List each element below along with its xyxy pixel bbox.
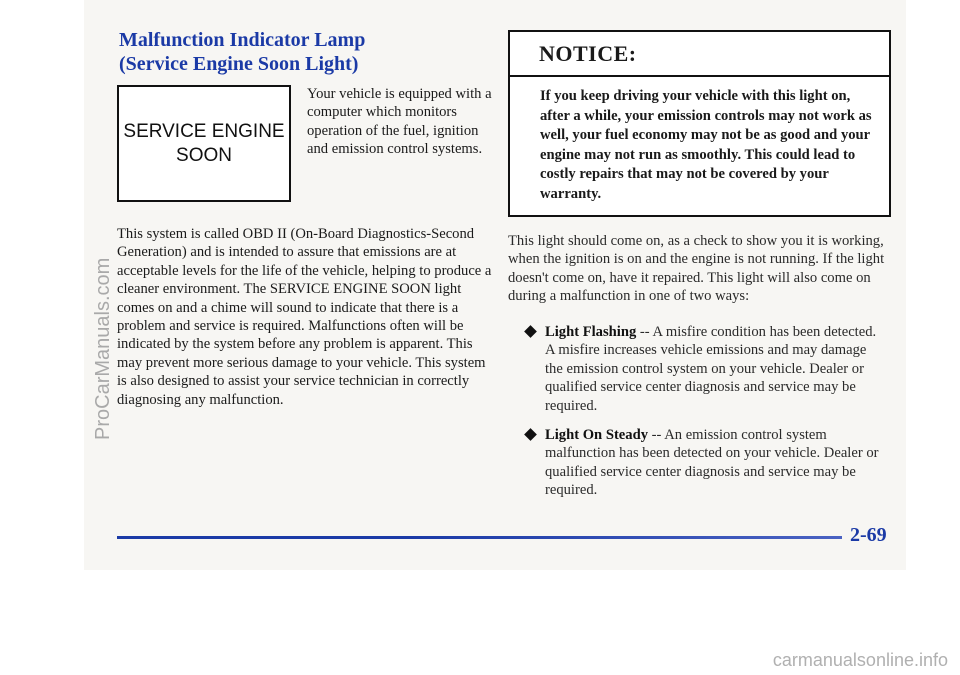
notice-box xyxy=(508,30,891,217)
bullet-text xyxy=(545,323,886,415)
bullet-light-on-steady xyxy=(526,426,886,500)
page-number: 2-69 xyxy=(850,524,887,546)
check-paragraph: This light should come on, as a check to show you it is working, when the ignition is on and the engine is not running. If the light doesn't come on, have it repaired. This light will also come on during a malfunction in one of two ways: xyxy=(508,233,885,305)
bullet-label: Light Flashing xyxy=(545,324,637,340)
bullet-label: Light On Steady xyxy=(545,427,648,443)
lamp-label-line-2: SOON xyxy=(176,144,232,166)
bullet-light-flashing xyxy=(526,323,886,415)
diamond-bullet-icon xyxy=(524,325,537,338)
intro-paragraph: Your vehicle is equipped with a computer which monitors operation of the fuel, ignition and emission control systems. xyxy=(307,86,492,158)
bullet-description: -- An emission control system malfunction has been detected on your vehicle. Dealer or qualified service center diagnosis and service may be required. xyxy=(545,427,879,499)
obd-paragraph: This system is called OBD II (On-Board Diagnostics-Second Generation) and is intended to assure that emissions are at acceptable levels for the life of the vehicle, helping to produce a cleaner environment. The SERVICE ENGINE SOON light comes on and a chime will sound to indicate that there is a problem and service is required. Malfunctions often will be indicated by the system before any problem is apparent. This may prevent more serious damage to your vehicle. This system is also designed to assist your service technician in correctly diagnosing any malfunction. xyxy=(117,226,492,408)
bullet-description: -- A misfire condition has been detected. A misfire increases vehicle emissions and may damage the emission control system on your vehicle. Dealer or qualified service center diagnosis and service may be required. xyxy=(545,324,877,414)
section-heading xyxy=(119,28,479,76)
heading-line-1: Malfunction Indicator Lamp xyxy=(119,29,366,51)
footer-rule xyxy=(117,536,842,539)
bullet-text xyxy=(545,426,886,500)
notice-text: If you keep driving your vehicle with this light on, after a while, your emission controls may not work as well, your fuel economy may not be as good and your engine may not run as smoothly. This could lead to costly repairs that may not be covered by your warranty. xyxy=(540,88,872,202)
side-watermark: ProCarManuals.com xyxy=(92,257,114,440)
lamp-label-line-1: SERVICE ENGINE xyxy=(123,120,285,142)
lamp-label xyxy=(123,120,284,168)
service-engine-soon-lamp-illustration xyxy=(117,85,291,202)
notice-title: NOTICE: xyxy=(510,32,889,77)
heading-line-2: (Service Engine Soon Light) xyxy=(119,53,359,75)
diamond-bullet-icon xyxy=(524,428,537,441)
footer-site-watermark: carmanualsonline.info xyxy=(772,650,948,670)
